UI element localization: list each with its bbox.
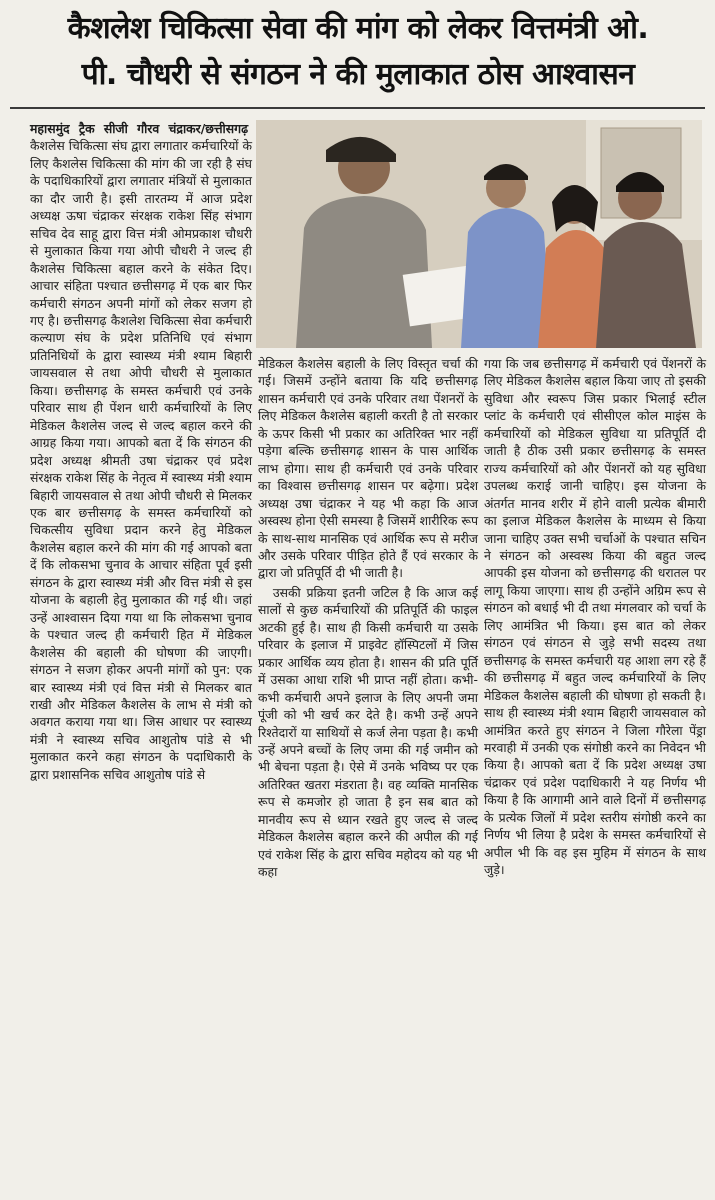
body-paragraph: उसकी प्रक्रिया इतनी जटिल है कि आज कई सालों से कुछ कर्मचारियों की प्रतिपूर्ति की फाइल अटकी हुई है। साथ ही किसी कर्मचारी या उसके परिवार के इलाज में प्राइवेट हॉस्पिटलों में जिस प्रकार आर्थिक व्यय होता है। शासन की प्रति पूर्ति में उसका आधा राशि भी प्राप्त नहीं होता। कभी-कभी कर्मचारी अपने इलाज के लिए अपनी जमा पूंजी को भी खर्च कर देते है। कभी उन्हें अपने रिश्तेदारों या साथियों से कर्ज लेना पड़ता है। कभी उन्हें अपने बच्चों के लिए जमा की गई जमीन को भी बेचना पड़ता है। ऐसे में उनके भविष्य पर एक अतिरिक्त खतरा मंडराता है। वह व्यक्ति मानसिक रूप से कमजोर हो जाता है इन सब बात को मानवीय रूप से ध्यान रखते हुए जल्द से जल्द मेडिकल कैशलेस बहाल करने की अपील की गई एवं राकेश सिंह के द्वारा सचिव महोदय को यह भी कहा — [258, 584, 478, 880]
headline-divider — [10, 107, 705, 109]
article-column-2 — [258, 355, 478, 883]
body-paragraph: गया कि जब छत्तीसगढ़ में कर्मचारी एवं पेंशनरों के लिए मेडिकल कैशलेस बहाल किया जाए तो इसकी सुविधा और स्वरूप जिस प्रकार भिलाई स्टील प्लांट के कर्मचारी एवं सीसीएल कोल माइंस के कर्मचारियों को मेडिकल सुविधा या प्रतिपूर्ति दी जाती है ठीक उसी प्रकार छत्तीसगढ़ के समस्त राज्य कर्मचारियों को और पेंशनरों को यह सुविधा उपलब्ध कराई जानी चाहिए। इस योजना के अंतर्गत मानव शरीर में होने वाली प्रत्येक बीमारी का इलाज मेडिकल कैशलेस के माध्यम से किया जाना चाहिए उक्त सभी चर्चाओं के पश्चात सचिन ने संगठन को अस्वस्थ किया की बहुत जल्द आपकी इस योजना को छत्तीसगढ़ की धरातल पर लागू किया जाएगा। साथ ही उन्होंने अग्रिम रूप से संगठन को बधाई भी दी तथा मंगलवार को चर्चा के लिए आमंत्रित भी किया। इस बात को लेकर संगठन एवं संगठन से जुड़े सभी सदस्य तथा छत्तीसगढ़ के समस्त कर्मचारी यह आशा लग रहे हैं की छत्तीसगढ़ में बहुत जल्द कर्मचारियों के लिए मेडिकल कैशलेस बहाली की घोषणा हो सकती है। साथ ही स्वास्थ्य मंत्री श्याम बिहारी जायसवाल को आमंत्रित करते हुए संगठन ने जिला गौरेला पेंड्रा मरवाही में उनकी एक संगोष्ठी करने का निवेदन भी किया है। आपको बता दें कि प्रदेश अध्यक्ष उषा चंद्राकर एवं प्रदेश पदाधिकारी ने यह निर्णय भी किया है कि आगामी आने वाले दिनों में छत्तीसगढ़ के प्रत्येक जिलों में प्रदेश स्तरीय संगोष्ठी करने का निर्णय भी लिया है प्रदेश के समस्त कर्मचारियों से अपील भी कि वह इस मुहिम में संगठन के साथ जुड़े। — [484, 356, 706, 878]
article-photo — [256, 120, 702, 348]
headline-line-2: पी. चौधरी से संगठन ने की मुलाकात ठोस आश्वासन — [81, 57, 635, 92]
byline: महासमुंद ट्रैक सीजी गौरव चंद्राकर/छत्तीसगढ़ — [30, 121, 249, 136]
article-column-1 — [30, 120, 252, 785]
body-paragraph: मेडिकल कैशलेस बहाली के लिए विस्तृत चर्चा की गई। जिसमें उन्होंने बताया कि यदि छत्तीसगढ़ शासन कर्मचारी एवं उनके परिवार तथा पेंशनरों के लिए मेडिकल कैशलेस बहाली करती है तो सरकार के ऊपर किसी भी प्रकार का अतिरिक्त भार नहीं पड़ेगा बल्कि छत्तीसगढ़ शासन के पास आर्थिक लाभ होगा। साथ ही कर्मचारी एवं उनके परिवार का विश्वास छत्तीसगढ़ शासन पर बढ़ेगा। प्रदेश अध्यक्ष उषा चंद्राकर ने यह भी कहा कि आज अस्वस्थ होना ऐसी समस्या है जिसमें शारीरिक रूप के साथ-साथ मानसिक एवं आर्थिक रूप से मरीज और उसके परिवार पीड़ित होते हैं एवं सरकार के द्वारा जो प्रतिपूर्ति दी भी जाती है। — [258, 356, 478, 581]
photo-illustration — [256, 120, 702, 348]
article-headline — [8, 6, 708, 98]
headline-line-1: कैशलेश चिकित्सा सेवा की मांग को लेकर वित्तमंत्री ओ. — [67, 11, 649, 46]
body-paragraph: कैशलेस चिकित्सा संघ द्वारा लगातार कर्मचारियों के लिए कैशलेस चिकित्सा की मांग की जा रही है संघ के पदाधिकारियों द्वारा लगातार मंत्रियों से मुलाकात का दौर जारी है। इसी तारतम्य में आज प्रदेश अध्यक्ष ऊषा चंद्राकर संरक्षक राकेश सिंह संभाग सचिव देव साहू द्वारा वित्त मंत्री ओमप्रकाश चौधरी से मुलाकात किया गया ओपी चौधरी ने जल्द ही कैशलेस चिकित्सा बहाल करने के संकेत दिए। आचार संहिता पश्चात छत्तीसगढ़ में एक बार फिर कर्मचारी संगठन अपनी मांगों को लेकर सजग हो गए है। छत्तीसगढ़ कैशलेश चिकित्सा सेवा कर्मचारी कल्याण संघ के प्रदेश प्रतिनिधि एवं संभाग प्रतिनिधियों के द्वारा स्वास्थ्य मंत्री श्याम बिहारी जायसवाल से तथा ओपी चौधरी से मुलाकात किया। छत्तीसगढ़ के समस्त कर्मचारी एवं उनके परिवार साथ ही पेंशन धारी कर्मचारियों के लिए मेडिकल कैशलेस जल्द से जल्द बहाल करने की आग्रह किया गया। आपको बता दें कि संगठन की प्रदेश अध्यक्ष श्रीमती उषा चंद्राकर एवं प्रदेश संरक्षक राकेश सिंह के नेतृत्व में स्वास्थ्य मंत्री श्याम बिहारी जायसवाल से तथा ओपी चौधरी से मिलकर एक बार छत्तीसगढ़ के समस्त कर्मचारियों को चिकत्सीय सुविधा प्रदान करने हेतु मेडिकल कैशलेस बहाल करने की मांग की गई आपको बता दें कि लोकसभा चुनाव के आचार संहिता पूर्व इसी संगठन के द्वारा स्वास्थ्य मंत्री और वित्त मंत्री से इस योजना के बहाली हेतु मुलाकात की गई थी। जहां उन्हें आश्वासन दिया गया था कि लोकसभा चुनाव के पश्चात जल्द ही कर्मचारी हित में मेडिकल कैशलेस की बहाली की घोषणा की जाएगी। संगठन ने सजग होकर अपनी मांगों को पुन: एक बार स्वास्थ्य मंत्री एवं वित्त मंत्री से मिलकर बात राखी और मेडिकल कैशलेस के लाभ से मंत्री को अवगत कराया गया था। जिस आधार पर स्वास्थ्य मंत्री ने स्वास्थ्य सचिव आशुतोष पांडे से भी मुलाकात करने कहा संगठन के पदाधिकारी के द्वारा प्रशासनिक सचिव आशुतोष पांडे से — [30, 138, 252, 782]
article-column-3 — [484, 355, 706, 881]
